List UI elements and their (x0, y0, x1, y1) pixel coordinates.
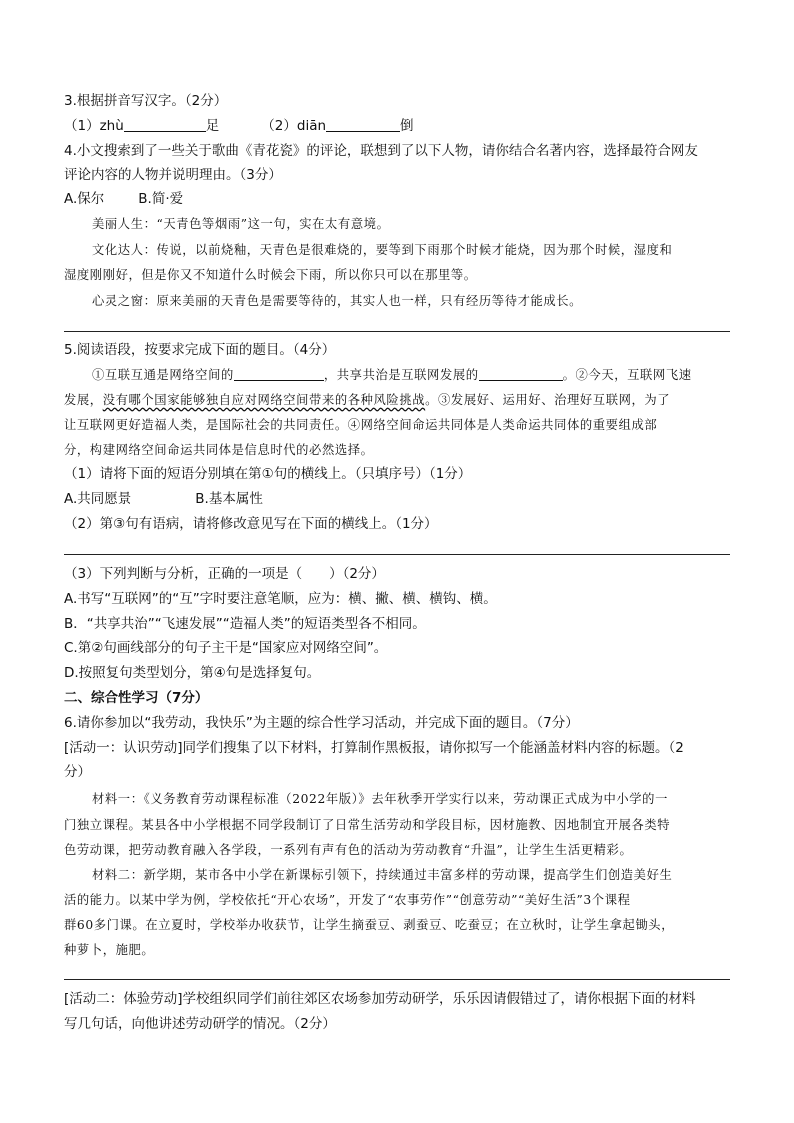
q5-sub2: （2）第③句有语病，请将修改意见写在下面的横线上。（1分） (64, 516, 438, 532)
q6-material1-line1: 材料一：《义务教育劳动课程标准（2022年版）》去年秋季开学实行以来，劳动课正式成为中小学的一 (92, 792, 668, 806)
q6-activity2-line1: [活动二：体验劳动]学校组织同学们前往郊区农场参加劳动研学，乐乐因请假错过了，请你根据下面的材料 (64, 991, 696, 1007)
q5-sub3: （3）下列判断与分析，正确的一项是（ ）（2分） (64, 566, 385, 582)
q5-sub1-options (64, 490, 730, 508)
q5-sub1-option-b: B.基本属性 (195, 491, 263, 507)
q3-item1-blank[interactable] (124, 117, 206, 132)
q6-activity2-line2: 写几句话，向他讲述劳动研学的情况。（2分） (64, 1016, 336, 1032)
q5-wavy-sentence: 没有哪个国家能够独自应对网络空间带来的各种风险挑战 (102, 393, 426, 407)
q5-p1-a: ①互联互通是网络空间的 (92, 368, 234, 382)
q6-activity1-line1: [活动一：认识劳动]同学们搜集了以下材料，打算制作黑板报，请你拟写一个能涵盖材料内容的标题。（2 (64, 740, 684, 756)
q3-item2-suffix: 倒 (400, 118, 414, 134)
q4-comment2b: 湿度刚刚好，但是你又不知道什么时候会下雨，所以你只可以在那里等。 (64, 268, 477, 282)
q4-line2: 评论内容的人物并说明理由。（3分） (64, 167, 282, 183)
q5-sub3-option-c: C.第②句画线部分的句子主干是“国家应对网络空间”。 (64, 640, 388, 656)
q3-item1-prefix: （1）zhù (64, 118, 124, 134)
q4-option-b: B.简·爱 (138, 191, 184, 207)
q5-p2-a: 发展， (64, 393, 103, 407)
q6-material2-line2: 活的能力。以某中学为例，学校依托“开心农场”，开发了“农事劳作”“创意劳动”“美好生活”3个课程 (64, 893, 631, 907)
q6-material2-line3: 群60多门课。在立夏时，学校举办收获节，让学生摘蚕豆、剥蚕豆、吃蚕豆；在立秋时，让学生拿起锄头， (64, 918, 675, 932)
q5-passage-line1 (92, 366, 730, 384)
q3-items (64, 117, 730, 135)
q4-comment1: 美丽人生：“天青色等烟雨”这一句，实在太有意境。 (92, 217, 390, 231)
q5-sub3-option-b: B．“共享共治”“飞速发展”“造福人类”的短语类型各不相同。 (64, 616, 426, 632)
q5-passage-line3: 让互联网更好造福人类，是国际社会的共同责任。④网络空间命运共同体是人类命运共同体的重要组成部 (64, 418, 658, 432)
q6-material1-line3: 色劳动课，把劳动教育融入各学段，一系列有声有色的活动为劳动教育“升温”，让学生生活更精彩。 (64, 843, 633, 857)
q5-passage-line2 (64, 391, 730, 409)
q5-sub1-option-a: A.共同愿景 (64, 491, 132, 507)
answer-line[interactable] (64, 979, 730, 980)
q5-p1-c: 。②今天，互联网飞速 (562, 368, 692, 382)
q6-activity1-line2: 分） (64, 764, 91, 780)
q4-line1: 4.小文搜索到了一些关于歌曲《青花瓷》的评论，联想到了以下人物，请你结合名著内容，选择最符合网友 (64, 143, 698, 159)
q3-item2-prefix: （2）diān (261, 118, 327, 134)
q4-comment2a: 文化达人：传说，以前烧釉，天青色是很难烧的，要等到下雨那个时候才能烧，因为那个时候，湿度和 (92, 243, 673, 257)
q4-option-a: A.保尔 (64, 191, 105, 207)
q5-sub3-option-a: A.书写“互联网”的“互”字时要注意笔顺，应为：横、撇、横、横钩、横。 (64, 591, 497, 607)
q4-comment3: 心灵之窗：原来美丽的天青色是需要等待的，其实人也一样，只有经历等待才能成长。 (92, 294, 583, 308)
q3-item1-suffix: 足 (205, 118, 220, 134)
q5-blank2[interactable] (479, 366, 563, 381)
q5-p1-b: ，共享共治是互联网发展的 (323, 368, 479, 382)
q5-sub1: （1）请将下面的短语分别填在第①句的横线上。（只填序号）（1分） (64, 466, 472, 482)
answer-line[interactable] (64, 554, 730, 555)
q5-title: 5.阅读语段，按要求完成下面的题目。（4分） (64, 342, 336, 358)
q4-options (64, 190, 730, 208)
q6-material2-line4: 种萝卜，施肥。 (64, 943, 155, 957)
q6-title: 6.请你参加以“我劳动，我快乐”为主题的综合性学习活动，并完成下面的题目。（7分） (64, 715, 579, 731)
q5-sub3-option-d: D.按照复句类型划分，第④句是选择复句。 (64, 665, 321, 681)
q5-p2-b: 。③发展好、运用好、治理好互联网，为了 (425, 393, 671, 407)
q3-title: 3.根据拼音写汉字。（2分） (64, 93, 228, 109)
q6-material2-line1: 材料二：新学期，某市各中小学在新课标引领下，持续通过丰富多样的劳动课，提高学生们创造美好生 (92, 868, 673, 882)
answer-line[interactable] (64, 331, 730, 332)
q5-passage-line4: 分，构建网络空间命运共同体是信息时代的必然选择。 (64, 443, 374, 457)
q3-item2-blank[interactable] (326, 117, 400, 132)
q6-material1-line2: 门独立课程。某县各中小学根据不同学段制订了日常生活劳动和学段目标，因材施教、因地制宜开展各类特 (64, 818, 671, 832)
section2-heading: 二、综合性学习（7分） (64, 690, 209, 706)
q5-blank1[interactable] (234, 366, 324, 381)
